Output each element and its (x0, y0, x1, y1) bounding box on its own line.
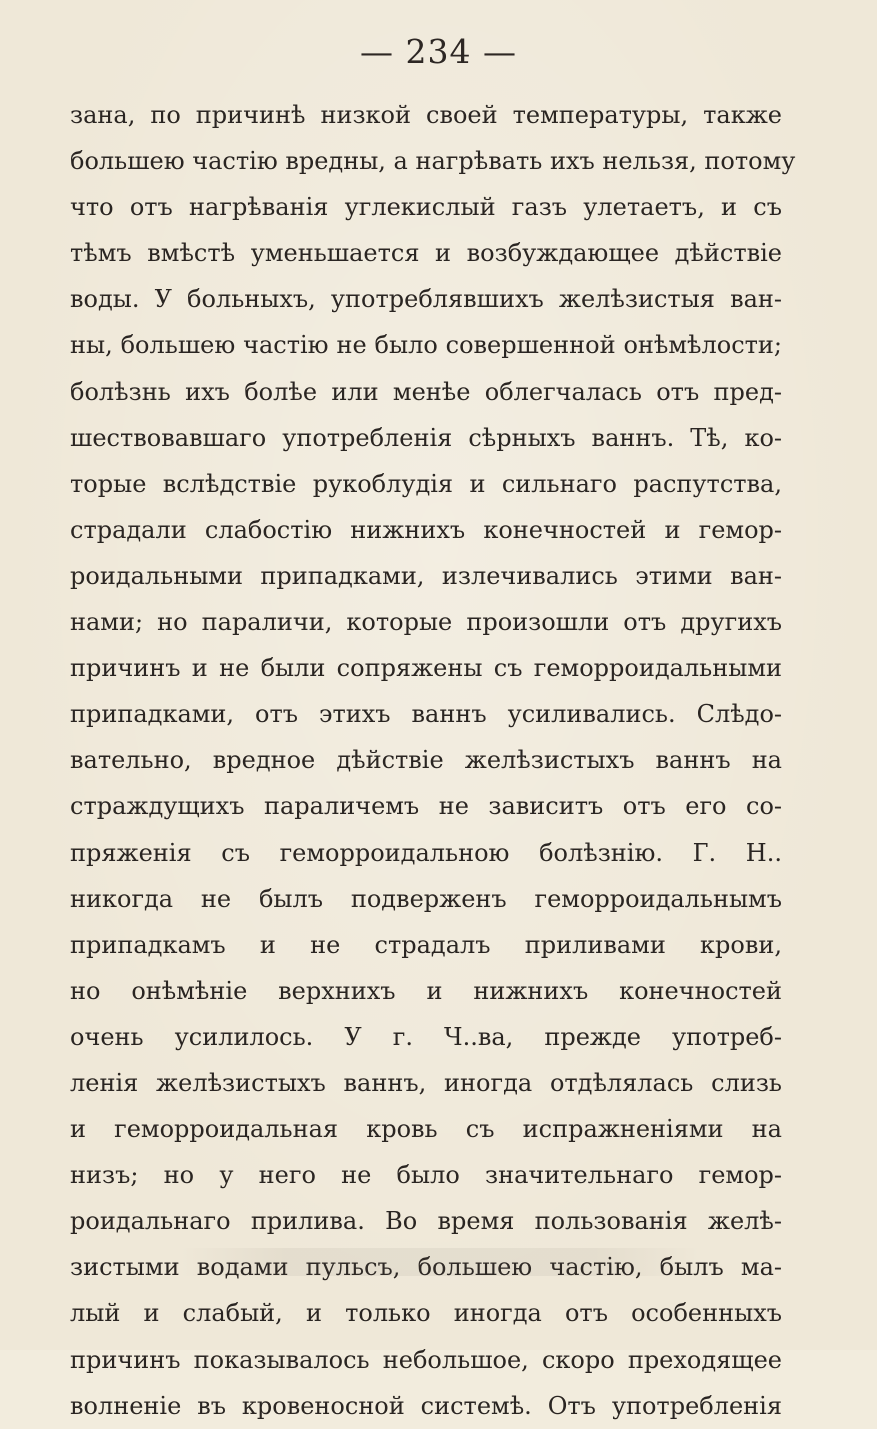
text-line: волненіе въ кровеносной системѣ. Отъ употребленія (70, 1391, 782, 1420)
text-line: болѣзнь ихъ болѣе или менѣе облегчалась отъ пред- (70, 377, 782, 406)
text-line: припадками, отъ этихъ ваннъ усиливались. Слѣдо- (70, 700, 782, 729)
text-line: причинъ и не были сопряжены съ геморроидальными (70, 654, 782, 683)
text-line: нами; но параличи, которые произошли отъ другихъ (70, 608, 782, 637)
text-line: и геморроидальная кровь съ испражненіями на (70, 1115, 782, 1144)
text-line: причинъ показывалось небольшое, скоро преходящее (70, 1345, 782, 1374)
text-line: ны, большею частію не было совершенной онѣмѣлости; (70, 331, 782, 360)
text-line: торые вслѣдствіе рукоблудія и сильнаго распутства, (70, 469, 782, 498)
text-line: пряженія съ геморроидальною болѣзнію. Г. Н.. (70, 838, 782, 867)
text-line: ленія желѣзистыхъ ваннъ, иногда отдѣлялась слизь (70, 1068, 782, 1097)
text-line: зистыми водами пульсъ, большею частію, былъ ма- (70, 1253, 782, 1282)
text-line: воды. У больныхъ, употреблявшихъ желѣзистыя ван- (70, 285, 782, 314)
text-line: зана, по причинѣ низкой своей температуры, также (70, 101, 782, 129)
text-line: страждущихъ параличемъ не зависитъ отъ его со- (70, 792, 782, 821)
body-text (70, 92, 796, 1429)
text-line: страдали слабостію нижнихъ конечностей и гемор- (70, 515, 782, 544)
text-line: никогда не былъ подверженъ геморроидальнымъ (70, 884, 782, 913)
text-line: низъ; но у него не было значительнаго гемор- (70, 1161, 782, 1190)
text-line: но онѣмѣніе верхнихъ и нижнихъ конечностей (70, 976, 782, 1005)
text-line: тѣмъ вмѣстѣ уменьшается и возбуждающее дѣйствіе (70, 239, 782, 268)
text-line: шествовавшаго употребленія сѣрныхъ ваннъ. Тѣ, ко- (70, 423, 782, 452)
text-line: вательно, вредное дѣйствіе желѣзистыхъ ваннъ на (70, 746, 782, 775)
page-show-through (180, 1248, 700, 1276)
text-line: припадкамъ и не страдалъ приливами крови, (70, 930, 782, 959)
text-line: роидальнаго прилива. Во время пользованія желѣ- (70, 1207, 782, 1236)
text-line: что отъ нагрѣванія углекислый газъ улетаетъ, и съ (70, 193, 782, 222)
text-line: большею частію вредны, а нагрѣвать ихъ нельзя, потому (70, 147, 796, 176)
text-line: лый и слабый, и только иногда отъ особенныхъ (70, 1299, 782, 1328)
page-number: — 234 — (360, 32, 517, 71)
text-line: роидальными припадками, излечивались этими ван- (70, 561, 782, 590)
text-line: очень усилилось. У г. Ч..ва, прежде употреб- (70, 1022, 782, 1051)
